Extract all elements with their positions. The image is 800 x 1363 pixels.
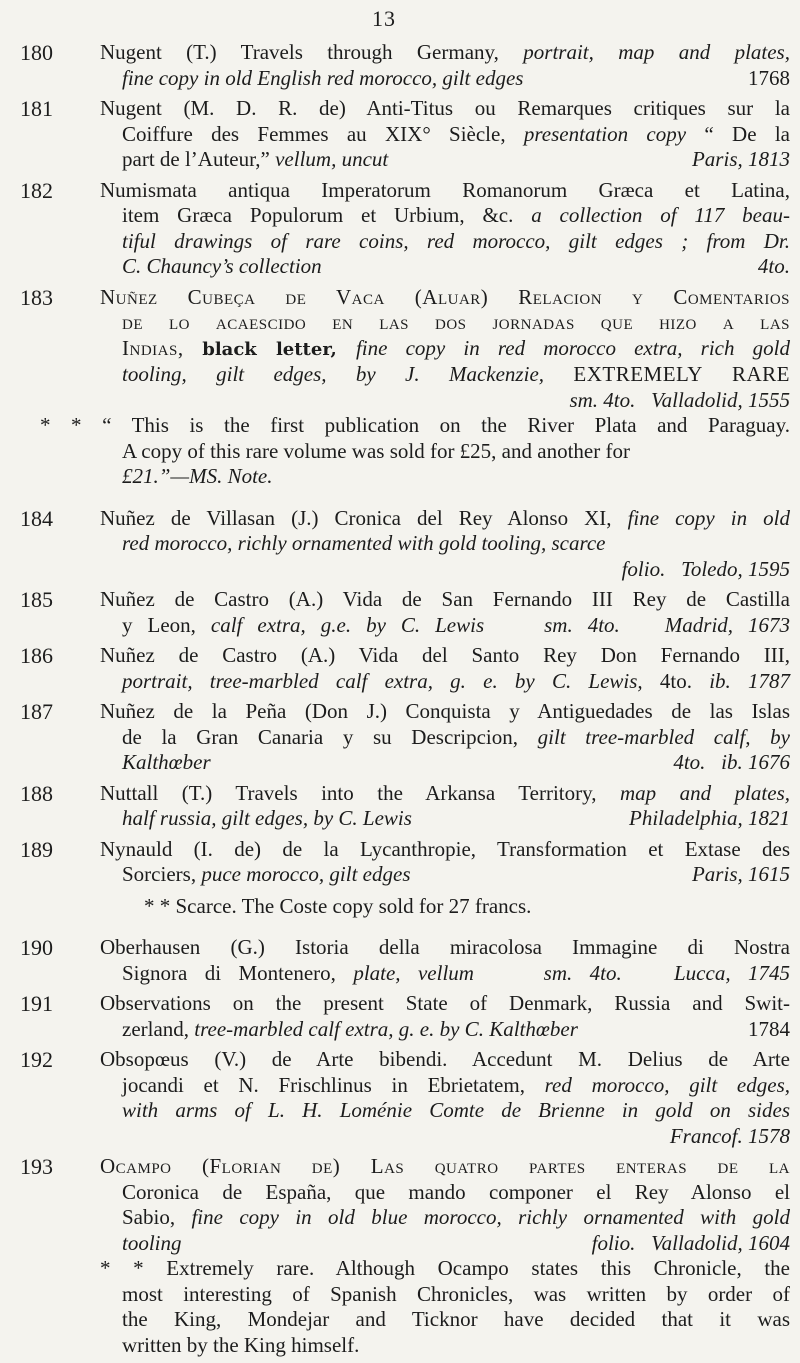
catalogue-entry bbox=[20, 1154, 790, 1358]
catalogue-entry bbox=[20, 837, 790, 920]
entry-line: Signora di Montenero, plate, vellum sm. 4to. Lucca, 1745 bbox=[122, 960, 790, 985]
entry-line: Kalthœber 4to. ib. 1676 bbox=[122, 750, 790, 774]
catalogue-entry bbox=[20, 643, 790, 694]
entry-line: Coronica de España, que mando componer el Rey Alonso el bbox=[122, 1179, 790, 1204]
entry-line: Francof. 1578 bbox=[669, 1123, 790, 1148]
catalogue-entry bbox=[20, 506, 790, 583]
entry-line: item Græca Populorum et Urbium, &c. a collection of 117 beau- bbox=[122, 203, 790, 227]
entry-line: y Leon, calf extra, g.e. by C. Lewis sm. 4to. Madrid, 1673 bbox=[122, 612, 791, 637]
note-line: * * Extremely rare. Although Ocampo states this Chronicle, the bbox=[100, 1256, 790, 1280]
entry-line: red morocco, richly ornamented with gold tooling, scarce bbox=[122, 531, 606, 555]
entry-line: Nugent (M. D. R. de) Anti-Titus ou Remarques critiques sur la bbox=[100, 96, 790, 120]
lot-number: 184 bbox=[20, 505, 53, 531]
entry-line: C. Chauncy’s collection 4to. bbox=[122, 254, 790, 278]
lot-number: 183 bbox=[20, 284, 53, 310]
entry-line: half russia, gilt edges, by C. Lewis Philadelphia, 1821 bbox=[122, 806, 790, 830]
catalogue-entry bbox=[20, 587, 790, 638]
catalogue-entry bbox=[20, 40, 790, 91]
catalogue-entry bbox=[20, 935, 790, 986]
note-line: written by the King himself. bbox=[122, 1332, 360, 1357]
entry-line: folio. Toledo, 1595 bbox=[621, 556, 790, 581]
lot-number: 186 bbox=[20, 643, 53, 668]
entry-line: jocandi et N. Frischlinus in Ebrietatem, red morocco, gilt edges, bbox=[122, 1072, 790, 1097]
note-line: A copy of this rare volume was sold for £25, and another for bbox=[122, 438, 630, 463]
catalogue-entry bbox=[20, 991, 790, 1042]
catalogue-entry bbox=[20, 96, 790, 173]
lot-number: 192 bbox=[20, 1047, 53, 1072]
entry-line: de la Gran Canaria y su Descripcion, gilt tree-marbled calf, by bbox=[122, 724, 791, 749]
entry-line: Nuñez Cubeça de Vaca (Aluar) Relacion y Comentarios bbox=[100, 284, 790, 309]
entry-line: Nuñez de la Peña (Don J.) Conquista y Antiguedades de las Islas bbox=[100, 699, 790, 723]
catalogue-entry bbox=[20, 178, 790, 280]
entry-line: Nuñez de Villasan (J.) Cronica del Rey Alonso XI, fine copy in old bbox=[100, 505, 790, 530]
entry-line: Nynauld (I. de) de la Lycanthropie, Transformation et Extase des bbox=[100, 836, 790, 861]
entry-line: Observations on the present State of Denmark, Russia and Swit- bbox=[100, 991, 790, 1015]
entry-line: Numismata antiqua Imperatorum Romanorum Græca et Latina, bbox=[100, 177, 790, 202]
entry-line: de lo acaescido en las dos jornadas que hizo a las bbox=[122, 310, 790, 334]
entry-line: portrait, tree-marbled calf extra, g. e. by C. Lewis, 4to. ib. 1787 bbox=[122, 668, 790, 693]
entry-line: Sabio, fine copy in old blue morocco, richly ornamented with gold bbox=[122, 1205, 791, 1229]
entry-line: zerland, tree-marbled calf extra, g. e. by C. Kalthœber 1784 bbox=[122, 1016, 790, 1041]
lot-number: 188 bbox=[20, 780, 53, 806]
lot-number: 180 bbox=[20, 40, 53, 65]
note-line: the King, Mondejar and Ticknor have decided that it was bbox=[122, 1307, 790, 1331]
lot-number: 187 bbox=[20, 699, 53, 724]
catalogue-entry bbox=[20, 285, 790, 490]
entry-line: tooling folio. Valladolid, 1604 bbox=[122, 1230, 790, 1255]
entry-line: sm. 4to. Valladolid, 1555 bbox=[569, 387, 790, 412]
entry-line: tiful drawings of rare coins, red morocco, gilt edges ; from Dr. bbox=[122, 228, 790, 253]
entry-line: Coiffure des Femmes au XIX° Siècle, presentation copy “ De la bbox=[122, 121, 790, 146]
entry-line: Obsopœus (V.) de Arte bibendi. Accedunt M. Delius de Arte bbox=[100, 1047, 790, 1071]
lot-number: 191 bbox=[20, 991, 53, 1016]
note-line: * * “ This is the first publication on the River Plata and Paraguay. bbox=[40, 413, 790, 437]
entry-line: Ocampo (Florian de) Las quatro partes enteras de la bbox=[100, 1154, 790, 1178]
catalogue-entry bbox=[20, 699, 790, 776]
entry-line: Nuttall (T.) Travels into the Arkansa Territory, map and plates, bbox=[100, 780, 790, 805]
entry-line: Nugent (T.) Travels through Germany, portrait, map and plates, bbox=[100, 40, 790, 64]
page-number: 13 bbox=[372, 6, 396, 31]
note-line: * * Scarce. The Coste copy sold for 27 francs. bbox=[144, 893, 532, 918]
entry-line: Indias, black letter, fine copy in red morocco extra, rich gold bbox=[122, 335, 790, 360]
note-line: most interesting of Spanish Chronicles, was written by order of bbox=[122, 1281, 790, 1306]
lot-number: 185 bbox=[20, 587, 53, 612]
lot-number: 189 bbox=[20, 836, 53, 862]
lot-number: 182 bbox=[20, 177, 53, 203]
note-line: £21.”—MS. Note. bbox=[122, 464, 273, 488]
catalogue-entry bbox=[20, 781, 790, 832]
entry-line: part de l’Auteur,” vellum, uncut Paris, 1813 bbox=[122, 147, 790, 171]
catalogue-entry bbox=[20, 1047, 790, 1149]
entry-line: Sorciers, puce morocco, gilt edges Paris, 1615 bbox=[122, 862, 790, 886]
lot-number: 181 bbox=[20, 96, 53, 121]
entry-line: tooling, gilt edges, by J. Mackenzie, EXTREMELY RARE bbox=[122, 362, 791, 386]
entry-line: with arms of L. H. Loménie Comte de Brienne in gold on sides bbox=[122, 1098, 790, 1122]
entry-line: Oberhausen (G.) Istoria della miracolosa Immagine di Nostra bbox=[100, 935, 790, 959]
lot-number: 193 bbox=[20, 1154, 53, 1179]
lot-number: 190 bbox=[20, 935, 53, 960]
entry-line: Nuñez de Castro (A.) Vida de San Fernando III Rey de Castilla bbox=[100, 587, 790, 611]
entry-line: fine copy in old English red morocco, gilt edges 1768 bbox=[122, 65, 790, 90]
catalogue-listing bbox=[20, 40, 790, 1363]
entry-line: Nuñez de Castro (A.) Vida del Santo Rey Don Fernando III, bbox=[100, 643, 790, 667]
